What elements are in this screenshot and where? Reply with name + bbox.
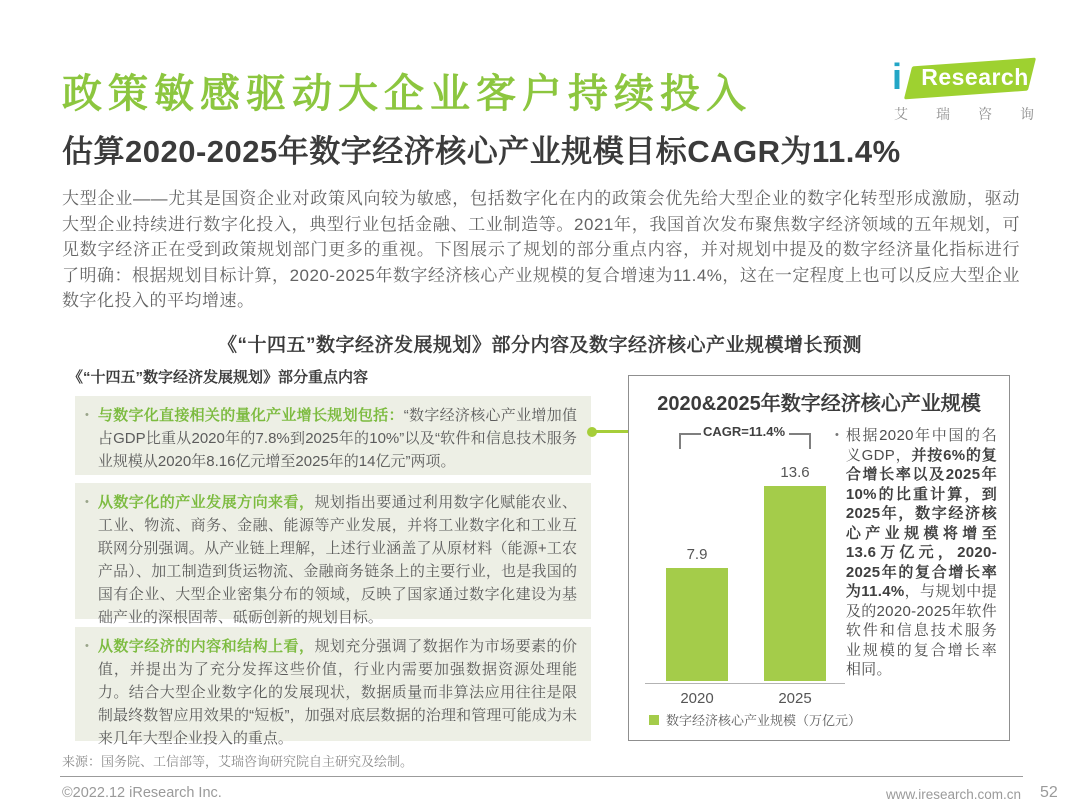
x-axis-tick-label: 2020 [680, 690, 714, 707]
cagr-bracket-line [679, 433, 681, 449]
bullet-dot-icon: • [85, 409, 89, 421]
left-column-header: 《“十四五”数字经济发展规划》部分重点内容 [68, 369, 369, 386]
x-axis-line [645, 683, 845, 684]
legend-label: 数字经济核心产业规模（万亿元） [666, 713, 862, 728]
logo-cn-char: 艾 [894, 106, 908, 122]
figure-section-title: 《“十四五”数字经济发展规划》部分内容及数字经济核心产业规模增长预测 [217, 335, 862, 356]
logo-cn-char: 咨 [978, 106, 992, 122]
bullet-dot-icon: • [85, 640, 89, 652]
iresearch-logo [892, 56, 1042, 122]
highlight-box-text [97, 635, 577, 747]
chart-panel [628, 375, 1010, 741]
bullet-dot-icon: • [835, 429, 839, 441]
highlight-box-lead: 与数字化直接相关的量化产业增长规划包括： [97, 407, 404, 424]
page-subtitle: 估算2020-2025年数字经济核心产业规模目标CAGR为11.4% [62, 134, 901, 169]
highlight-box-body: 规划充分强调了数据作为市场要素的价值，并提出为了充分发挥这些价值，行业内需要加强数据资源处理能力。结合大型企业数字化的发展现状，数据质量而非算法应用往往是限制最终数智应用效果的“短板”，加强对底层数据的治理和管理可能成为未来几年大型企业投入的重点。 [97, 638, 577, 747]
cagr-annotation: CAGR=11.4% [703, 424, 786, 439]
note-segment-bold: 并按6%的复合增长率以及2025年10%的比重计算，到2025年，数字经济核心产业规模将增至13.6万亿元，2020-2025年的复合增长率为11.4% [845, 446, 997, 600]
chart-legend [649, 710, 861, 729]
note-segment: 根据2020年中国的名义GDP， [845, 427, 997, 464]
highlight-box-quantitative-targets [75, 396, 591, 475]
highlight-box-text [97, 404, 577, 470]
bar-2025 [764, 464, 826, 707]
logo-brand-text: Research [921, 64, 1029, 90]
source-note: 来源：国务院、工信部等，艾瑞咨询研究院自主研究及绘制。 [62, 754, 414, 769]
page-title: 政策敏感驱动大企业客户持续投入 [62, 72, 752, 116]
x-axis-tick-label: 2025 [778, 690, 812, 707]
bar-2020 [666, 546, 728, 707]
intro-paragraph: 大型企业——尤其是国资企业对政策风向较为敏感，包括数字化在内的政策会优先给大型企业的数字化转型形成激励，驱动大型企业持续进行数字化投入，典型行业包括金融、工业制造等。2021年，我国首次发布聚焦数字经济领域的五年规划，可见数字经济正在受到政策规划部门更多的重视。下图展示了规划的部分重点内容，并对规划中提及的数字经济量化指标进行了明确：根据规划目标计算，2020-2025年数字经济核心产业规模的复合增速为11.4%，这在一定程度上也可以反应大型企业数字化投入的平均增速。 [62, 189, 1020, 310]
cagr-bracket-line [809, 433, 811, 449]
bar-value-label: 7.9 [686, 546, 708, 563]
chart-note-text [846, 426, 997, 680]
logo-cn-char: 询 [1020, 106, 1034, 122]
note-segment: ，与规划中提及的2020-2025年软件软件和信息技术服务业规模的复合增长率相同。 [845, 583, 997, 678]
highlight-box-lead: 从数字经济的内容和结构上看， [97, 638, 315, 655]
footer-copyright: ©2022.12 iResearch Inc. [62, 785, 222, 801]
page-number: 52 [1040, 784, 1058, 801]
logo-i-icon: i [892, 56, 903, 97]
cagr-bracket-line [789, 433, 811, 435]
logo-cn-char: 瑞 [936, 106, 950, 122]
cagr-bracket-line [679, 433, 701, 435]
highlight-box-text [97, 491, 577, 626]
footer-website-link[interactable]: www.iresearch.com.cn [886, 787, 1022, 802]
highlight-box-content-structure [75, 627, 591, 747]
highlight-box-body: “数字经济核心产业增加值占GDP比重从2020年的7.8%到2025年的10%”以及“软件和信息技术服务业规模从2020年8.16亿元增至2025年的14亿元”两项。 [97, 407, 577, 470]
logo-chinese-name [894, 104, 1034, 124]
highlight-box-industry-direction [75, 483, 591, 626]
chart-title: 2020&2025年数字经济核心产业规模 [657, 393, 981, 415]
chart-note [835, 426, 997, 680]
highlight-box-body: 规划指出要通过利用数字化赋能农业、工业、物流、商务、金融、能源等产业发展，并将工业数字化和工业互联网分别强调。从产业链上理解，上述行业涵盖了从原材料（能源+工农产品）、加工制造到货运物流、金融商务链条上的主要行业，也是我国的国有企业、大型企业密集分布的领域，反映了国家通过数字化建设为基础产业的深根固蒂、砥砺创新的规划目标。 [97, 494, 577, 626]
legend-swatch-icon [649, 715, 659, 725]
bullet-dot-icon: • [85, 496, 89, 508]
bar-value-label: 13.6 [780, 464, 810, 481]
highlight-box-lead: 从数字化的产业发展方向来看， [97, 494, 315, 511]
footer-divider [60, 776, 1023, 777]
